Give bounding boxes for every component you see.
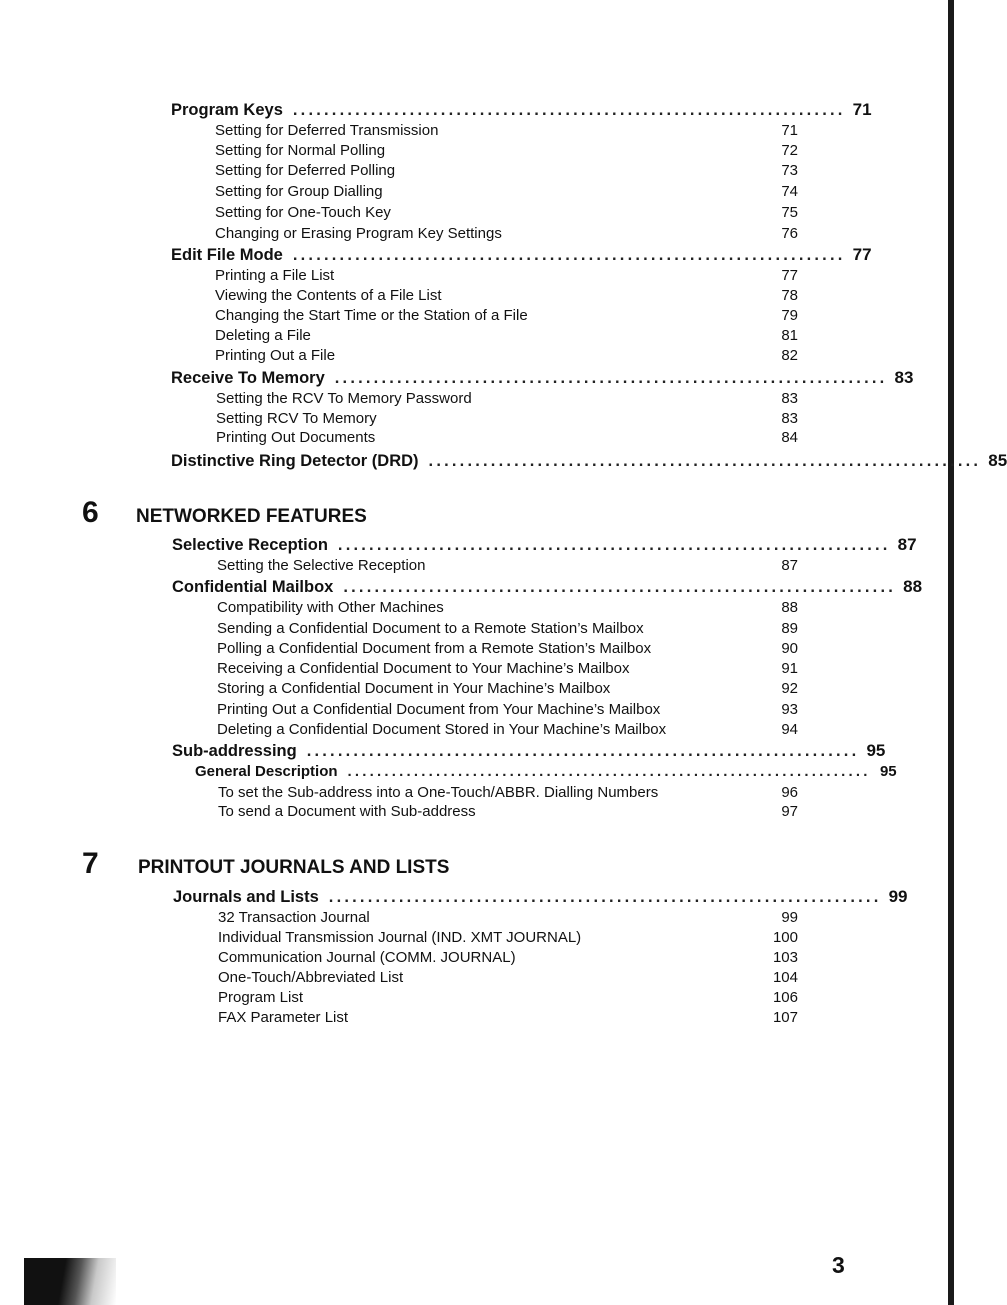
subentry-title: Sending a Confidential Document to a Remote Station’s Mailbox — [217, 620, 644, 637]
subentry-title: FAX Parameter List — [218, 1009, 349, 1026]
entry-page: 88 — [903, 577, 923, 596]
toc-subentry[interactable] — [215, 347, 798, 364]
dot-leader: ....................................................................... — [337, 536, 891, 554]
dot-leader: ....................................................................... — [306, 742, 860, 760]
subentry-title: Printing Out Documents — [216, 429, 376, 446]
subentry-page: 91 — [781, 660, 798, 677]
toc-subentry[interactable] — [215, 204, 798, 221]
toc-subentry[interactable] — [215, 162, 798, 179]
subentry-page: 89 — [781, 620, 798, 637]
toc-entry-receive-to-memory[interactable] — [171, 368, 914, 388]
dot-leader: ....................................................................... — [328, 888, 882, 906]
subentry-title: Compatibility with Other Machines — [217, 599, 444, 616]
dot-leader: ....................................................................... — [347, 763, 871, 780]
subentry-page: 78 — [781, 287, 798, 304]
entry-title: Journals and Lists — [173, 888, 319, 906]
subentry-title: Storing a Confidential Document in Your Machine’s Mailbox — [217, 680, 611, 697]
toc-subentry[interactable] — [217, 701, 798, 718]
subentry-title: One-Touch/Abbreviated List — [218, 969, 404, 986]
entry-title: Confidential Mailbox — [172, 578, 334, 596]
subentry-title: Deleting a Confidential Document Stored in Your Machine’s Mailbox — [217, 721, 667, 738]
subentry-title: Viewing the Contents of a File List — [215, 287, 442, 304]
dot-leader: ....................................................................... — [428, 452, 982, 470]
entry-title: General Description — [195, 763, 338, 780]
toc-subentry[interactable] — [217, 640, 798, 657]
subentry-page: 106 — [772, 989, 798, 1006]
entry-page: 71 — [852, 100, 872, 119]
subentry-title: Printing Out a File — [215, 347, 336, 364]
subentry-title: Receiving a Confidential Document to Your Machine’s Mailbox — [217, 660, 630, 677]
subentry-title: Individual Transmission Journal (IND. XMT JOURNAL) — [218, 929, 582, 946]
toc-subentry[interactable] — [215, 225, 798, 242]
scan-corner-mark — [24, 1258, 116, 1305]
entry-title: Selective Reception — [172, 536, 328, 554]
toc-entry-sub-addressing[interactable] — [172, 741, 886, 761]
subentry-page: 96 — [781, 784, 798, 801]
subentry-page: 107 — [772, 1009, 798, 1026]
subentry-page: 74 — [781, 183, 798, 200]
entry-page: 95 — [866, 741, 886, 760]
toc-subentry[interactable] — [215, 307, 798, 324]
toc-subentry[interactable] — [217, 557, 798, 574]
chapter-number: 7 — [82, 847, 99, 880]
entry-title: Edit File Mode — [171, 246, 283, 264]
subentry-page: 84 — [781, 429, 798, 446]
toc-subentry[interactable] — [217, 599, 798, 616]
dot-leader: ....................................................................... — [343, 578, 897, 596]
subentry-title: Communication Journal (COMM. JOURNAL) — [218, 949, 516, 966]
subentry-title: Setting for Normal Polling — [215, 142, 386, 159]
toc-subentry[interactable] — [216, 390, 798, 407]
subentry-title: Setting for Deferred Polling — [215, 162, 396, 179]
toc-entry-program-keys[interactable] — [171, 100, 872, 120]
subentry-title: Setting for Deferred Transmission — [215, 122, 439, 139]
subentry-title: 32 Transaction Journal — [218, 909, 370, 926]
page-edge-shadow — [948, 0, 954, 1305]
dot-leader: ....................................................................... — [334, 369, 888, 387]
subentry-title: Printing a File List — [215, 267, 335, 284]
subentry-title: Polling a Confidential Document from a Remote Station’s Mailbox — [217, 640, 652, 657]
subentry-page: 104 — [772, 969, 798, 986]
toc-subentry[interactable] — [216, 429, 798, 446]
entry-title: Sub-addressing — [172, 742, 297, 760]
subentry-page: 99 — [781, 909, 798, 926]
subentry-title: Setting RCV To Memory — [216, 410, 377, 427]
subentry-page: 94 — [781, 721, 798, 738]
chapter-number: 6 — [82, 496, 99, 529]
subentry-page: 97 — [781, 803, 798, 820]
entry-page: 95 — [879, 763, 897, 780]
toc-subentry[interactable] — [215, 287, 798, 304]
toc-subentry[interactable] — [218, 1009, 798, 1026]
subentry-page: 73 — [781, 162, 798, 179]
subentry-page: 88 — [781, 599, 798, 616]
toc-entry-edit-file-mode[interactable] — [171, 245, 872, 265]
subentry-title: Deleting a File — [215, 327, 311, 344]
toc-subentry[interactable] — [217, 721, 798, 738]
toc-subentry[interactable] — [217, 660, 798, 677]
subentry-page: 82 — [781, 347, 798, 364]
subentry-title: Changing or Erasing Program Key Settings — [215, 225, 502, 242]
page-number: 3 — [832, 1252, 845, 1278]
toc-entry-distinctive-ring-detector[interactable] — [171, 451, 1007, 471]
toc-subentry[interactable] — [218, 949, 798, 966]
toc-subentry[interactable] — [218, 909, 798, 926]
subentry-page: 79 — [781, 307, 798, 324]
toc-subentry[interactable] — [217, 680, 798, 697]
toc-subentry[interactable] — [215, 267, 798, 284]
subentry-page: 93 — [781, 701, 798, 718]
subentry-page: 81 — [781, 327, 798, 344]
subentry-title: Setting the Selective Reception — [217, 557, 426, 574]
toc-subentry[interactable] — [215, 122, 798, 139]
subentry-title: Printing Out a Confidential Document from Your Machine’s Mailbox — [217, 701, 661, 718]
subentry-title: Changing the Start Time or the Station of a File — [215, 307, 528, 324]
subentry-title: To set the Sub-address into a One-Touch/ABBR. Dialling Numbers — [218, 784, 659, 801]
entry-page: 77 — [852, 245, 872, 264]
toc-subentry[interactable] — [218, 969, 798, 986]
toc-subentry[interactable] — [215, 142, 798, 159]
subentry-title: Setting for One-Touch Key — [215, 204, 391, 221]
toc-entry-selective-reception[interactable] — [172, 535, 917, 555]
subentry-page: 90 — [781, 640, 798, 657]
subentry-page: 87 — [781, 557, 798, 574]
toc-subentry[interactable] — [218, 929, 798, 946]
toc-subentry[interactable] — [215, 327, 798, 344]
subentry-page: 83 — [781, 390, 798, 407]
subentry-title: Setting the RCV To Memory Password — [216, 390, 472, 407]
chapter-title[interactable]: PRINTOUT JOURNALS AND LISTS — [138, 857, 450, 878]
toc-subentry[interactable] — [218, 989, 798, 1006]
dot-leader: ....................................................................... — [292, 246, 846, 264]
dot-leader: ....................................................................... — [292, 101, 846, 119]
toc-subentry[interactable] — [218, 803, 798, 820]
toc-entry-journals-and-lists[interactable] — [173, 887, 908, 907]
subentry-page: 71 — [781, 122, 798, 139]
subentry-page: 83 — [781, 410, 798, 427]
entry-title: Distinctive Ring Detector (DRD) — [171, 452, 419, 470]
toc-entry-general-description[interactable] — [195, 763, 897, 780]
entry-page: 99 — [888, 887, 908, 906]
entry-page: 87 — [897, 535, 917, 554]
subentry-page: 92 — [781, 680, 798, 697]
entry-title: Receive To Memory — [171, 369, 325, 387]
toc-subentry[interactable] — [215, 183, 798, 200]
entry-title: Program Keys — [171, 101, 283, 119]
chapter-title[interactable]: NETWORKED FEATURES — [136, 506, 367, 527]
subentry-page: 72 — [781, 142, 798, 159]
toc-subentry[interactable] — [217, 620, 798, 637]
subentry-page: 103 — [772, 949, 798, 966]
subentry-page: 75 — [781, 204, 798, 221]
toc-subentry[interactable] — [218, 784, 798, 801]
subentry-page: 77 — [781, 267, 798, 284]
entry-page: 85 — [988, 451, 1007, 470]
subentry-page: 76 — [781, 225, 798, 242]
subentry-title: Setting for Group Dialling — [215, 183, 383, 200]
subentry-title: Program List — [218, 989, 304, 1006]
toc-entry-confidential-mailbox[interactable] — [172, 577, 923, 597]
subentry-title: To send a Document with Sub-address — [218, 803, 476, 820]
entry-page: 83 — [894, 368, 914, 387]
subentry-page: 100 — [772, 929, 798, 946]
toc-subentry[interactable] — [216, 410, 798, 427]
